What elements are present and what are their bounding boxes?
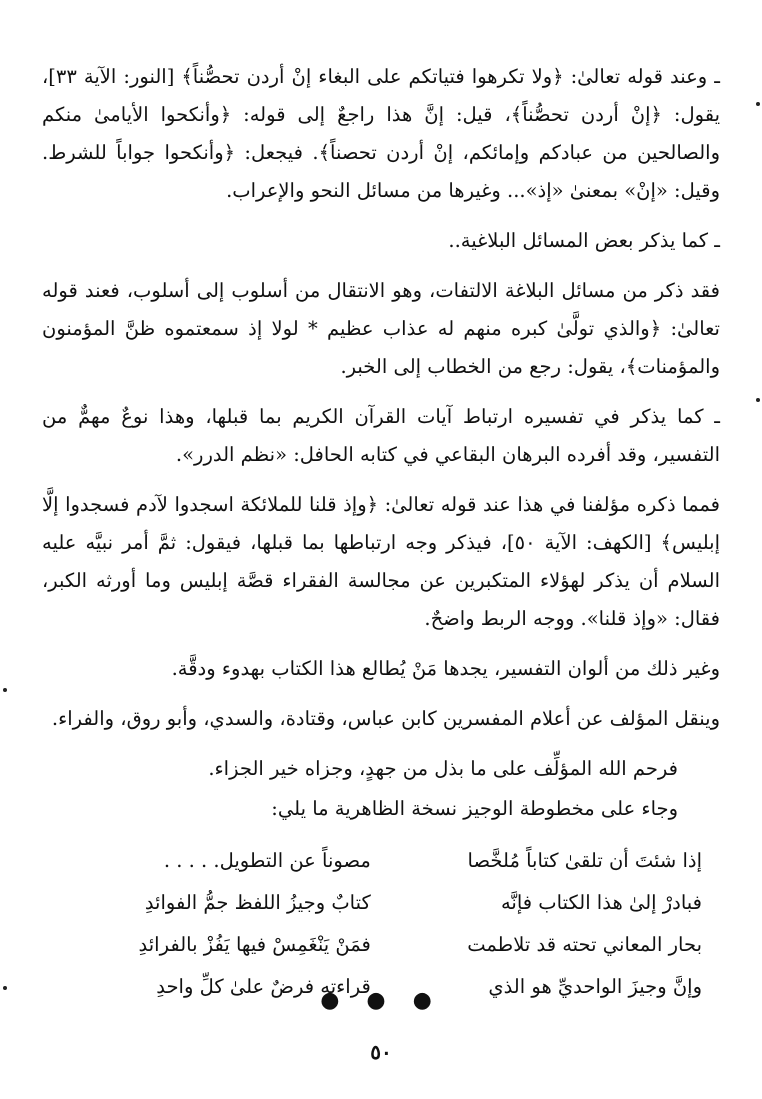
paragraph-iltifat: فقد ذكر من مسائل البلاغة الالتفات، وهو الانتقال من أسلوب إلى أسلوب، فعند قوله تعالىٰ: ﴿والذي تولَّىٰ كبره منهم له عذاب عظيم * لولا إذ سمعتموه ظنَّ المؤمنون والمؤمنات﴾، يقول: رجع من الخطاب إلى الخبر. <box>42 279 720 378</box>
poem-hemistich-first: فبادرْ إلىٰ هذا الكتاب فإنَّه <box>500 891 702 914</box>
paragraph-kahf-example: فمما ذكره مؤلفنا في هذا عند قوله تعالىٰ: ﴿وإذ قلنا للملائكة اسجدوا لآدم فسجدوا إلَّا إبليس﴾ [الكهف: الآية ٥٠]، فيذكر وجه ارتباطها بما قبلها، فيقول: ثمَّ أمر نبيَّه عليه السلام أن يذكر لهؤلاء المتكبرين عن مجالسة الفقراء قصَّة إبليس وما أورثه الكبر، فقال: «وإذ قلنا». ووجه الربط واضحٌ. <box>42 493 721 630</box>
paragraph-prayer: فرحم الله المؤلِّف على ما بذل من جهدٍ، وجزاه خير الجزاء. <box>208 757 678 780</box>
paragraph-grammar: ـ وعند قوله تعالىٰ: ﴿ولا تكرهوا فتياتكم على البغاء إنْ أردن تحصُّناً﴾ [النور: الآية ٣٣]، يقول: ﴿إنْ أردن تحصُّناً﴾، قيل: إنَّ هذا راجعٌ إلى قوله: ﴿وأنكحوا الأيامىٰ منكم والصالحين من عبادكم وإمائكم، إنْ أردن تحصناً﴾. فيجعل: ﴿وأنكحوا جواباً للشرط. وقيل: «إنْ» بمعنىٰ «إذ»... وغيرها من مسائل النحو والإعراب. <box>42 65 720 202</box>
page-body <box>42 58 720 1008</box>
paragraph-other-colors: وغير ذلك من ألوان التفسير، يجدها مَنْ يُطالع هذا الكتاب بهدوء ودقَّة. <box>171 657 720 680</box>
page-number: ٥٠ <box>370 1040 392 1064</box>
poem-verse <box>42 882 702 924</box>
margin-dot <box>3 688 7 692</box>
poem-hemistich-first: بحار المعاني تحته قد تلاطمت <box>467 933 702 956</box>
margin-dot <box>3 986 7 990</box>
paragraph-manuscript-note: وجاء على مخطوطة الوجيز نسخة الظاهرية ما يلي: <box>271 797 678 820</box>
poem-hemistich-first: إذا شئتَ أن تلقىٰ كتاباً مُلخَّصا <box>467 849 702 872</box>
poem-hemistich-second: كتابٌ وجيزُ اللفظ جمُّ الفوائدِ <box>144 891 371 914</box>
poem-verse <box>42 924 702 966</box>
paragraph-sources: وينقل المؤلف عن أعلام المفسرين كابن عباس، وقتادة، والسدي، وأبو روق، والفراء. <box>51 707 720 730</box>
margin-dot <box>756 102 760 106</box>
paragraph-munasaba: ـ كما يذكر في تفسيره ارتباط آيات القرآن الكريم بما قبلها، وهذا نوعٌ مهمٌّ من التفسير، وقد أفرده البرهان البقاعي في كتابه الحافل: «نظم الدرر». <box>42 405 720 466</box>
poem-hemistich-second: قراءته فرضٌ علىٰ كلِّ واحدِ <box>156 975 371 998</box>
poem <box>42 840 720 1008</box>
poem-hemistich-second: فمَنْ يَنْغَمِسْ فيها يَفُزْ بالفرائدِ <box>138 933 371 956</box>
poem-verse <box>42 840 702 882</box>
section-separator: ● ● ● <box>320 988 442 1013</box>
poem-hemistich-second: مصوناً عن التطويل. . . . . <box>163 849 371 872</box>
margin-dot <box>756 398 760 402</box>
poem-hemistich-first: وإنَّ وجيزَ الواحديِّ هو الذي <box>488 975 702 998</box>
paragraph-rhetoric-intro: ـ كما يذكر بعض المسائل البلاغية.. <box>448 229 720 252</box>
